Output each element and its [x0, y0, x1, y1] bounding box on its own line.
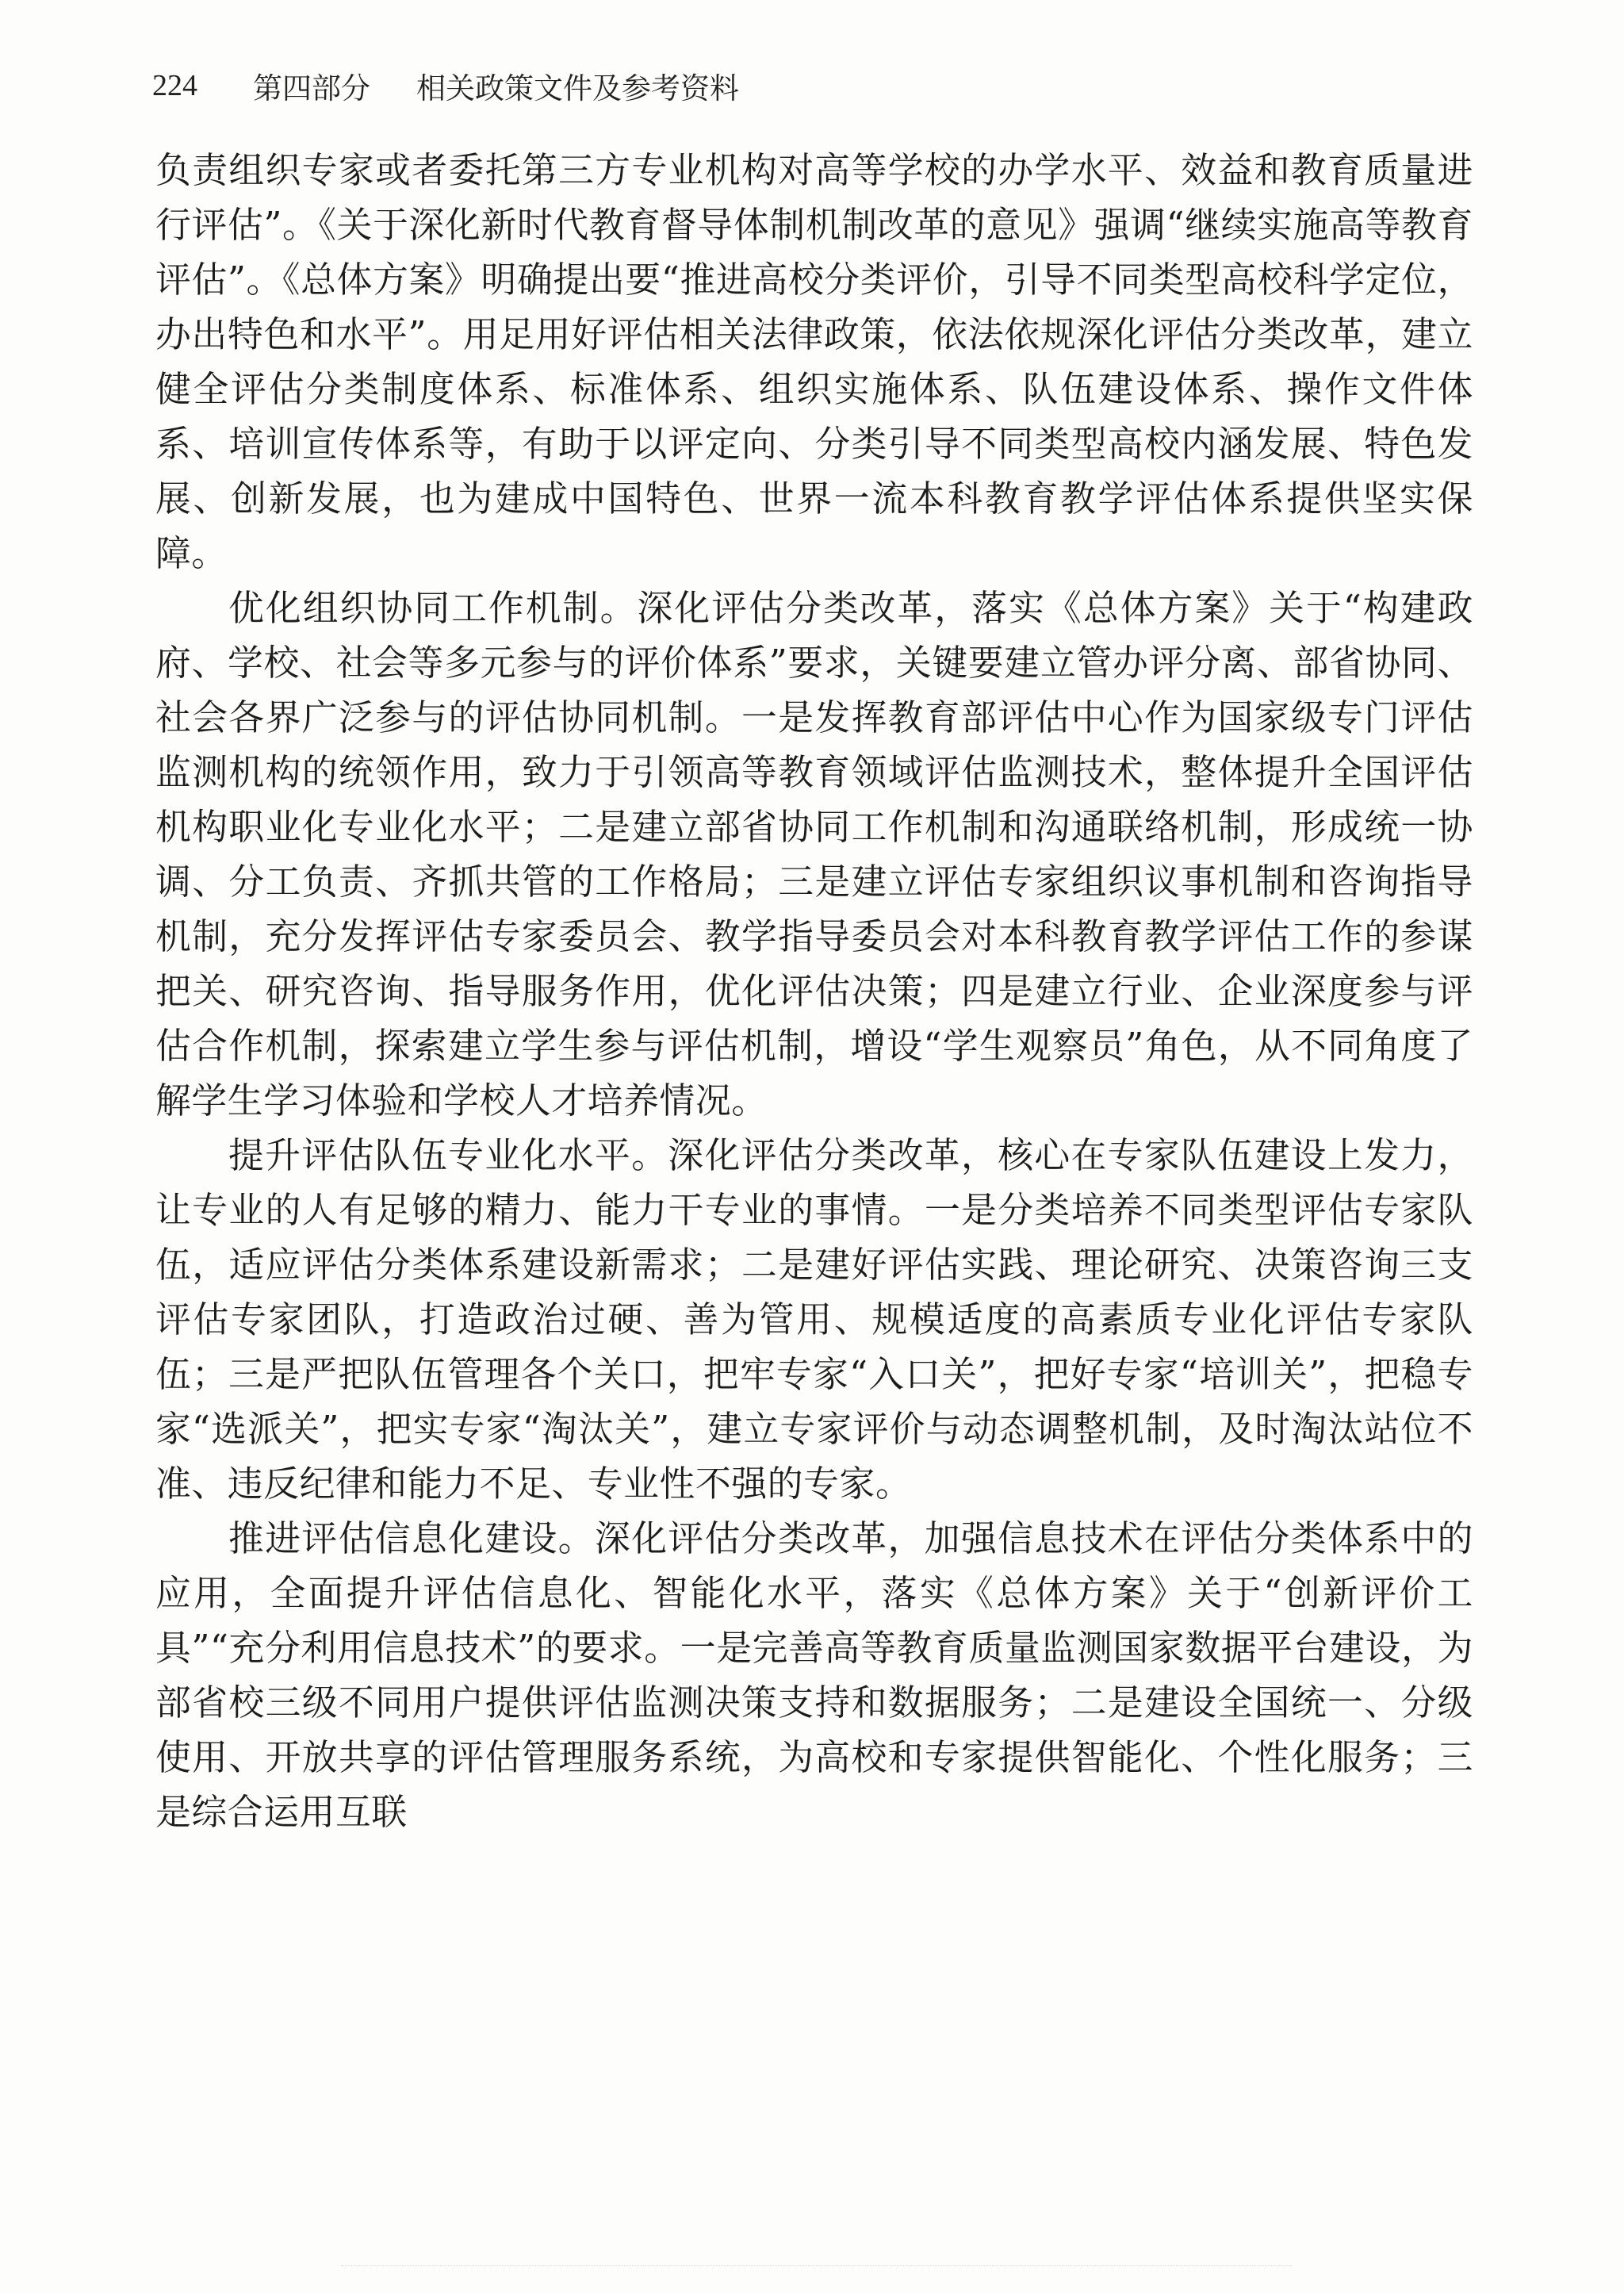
scan-edge-mark: [341, 2265, 1293, 2268]
body-text: [155, 143, 1473, 1839]
paragraph-continuation: 负责组织专家或者委托第三方专业机构对高等学校的办学水平、效益和教育质量进行评估”。《关于深化新时代教育督导体制机制改革的意见》强调“继续实施高等教育评估”。《总体方案》明确提出要“推进高校分类评价，引导不同类型高校科学定位，办出特色和水平”。用足用好评估相关法律政策，依法依规深化评估分类改革，建立健全评估分类制度体系、标准体系、组织实施体系、队伍建设体系、操作文件体系、培训宣传体系等，有助于以评定向、分类引导不同类型高校内涵发展、特色发展、创新发展，也为建成中国特色、世界一流本科教育教学评估体系提供坚实保障。: [155, 149, 1473, 574]
paragraph-coordination-mechanism: 优化组织协同工作机制。深化评估分类改革，落实《总体方案》关于“构建政府、学校、社会等多元参与的评价体系”要求，关键要建立管办评分离、部省协同、社会各界广泛参与的评估协同机制。一是发挥教育部评估中心作为国家级专门评估监测机构的统领作用，致力于引领高等教育领域评估监测技术，整体提升全国评估机构职业化专业化水平；二是建立部省协同工作机制和沟通联络机制，形成统一协调、分工负责、齐抓共管的工作格局；三是建立评估专家组织议事机制和咨询指导机制，充分发挥评估专家委员会、教学指导委员会对本科教育教学评估工作的参谋把关、研究咨询、指导服务作用，优化评估决策；四是建立行业、企业深度参与评估合作机制，探索建立学生参与评估机制，增设“学生观察员”角色，从不同角度了解学生学习体验和学校人才培养情况。: [155, 587, 1473, 1122]
page-number: 224: [152, 69, 197, 102]
running-header: [152, 62, 739, 109]
part-title: 第四部分: [253, 71, 370, 105]
paragraph-informatization: 推进评估信息化建设。深化评估分类改革，加强信息技术在评估分类体系中的应用，全面提升评估信息化、智能化水平，落实《总体方案》关于“创新评价工具”“充分利用信息技术”的要求。一是完善高等教育质量监测国家数据平台建设，为部省校三级不同用户提供评估监测决策支持和数据服务；二是建设全国统一、分级使用、开放共享的评估管理服务系统，为高校和专家提供智能化、个性化服务；三是综合运用互联: [155, 1517, 1473, 1833]
paragraph-expert-team: 提升评估队伍专业化水平。深化评估分类改革，核心在专家队伍建设上发力，让专业的人有足够的精力、能力干专业的事情。一是分类培养不同类型评估专家队伍，适应评估分类体系建设新需求；二是建好评估实践、理论研究、决策咨询三支评估专家团队，打造政治过硬、善为管用、规模适度的高素质专业化评估专家队伍；三是严把队伍管理各个关口，把牢专家“入口关”，把好专家“培训关”，把稳专家“选派关”，把实专家“淘汰关”，建立专家评价与动态调整机制，及时淘汰站位不准、违反纪律和能力不足、专业性不强的专家。: [155, 1134, 1473, 1505]
section-title: 相关政策文件及参考资料: [416, 71, 739, 105]
